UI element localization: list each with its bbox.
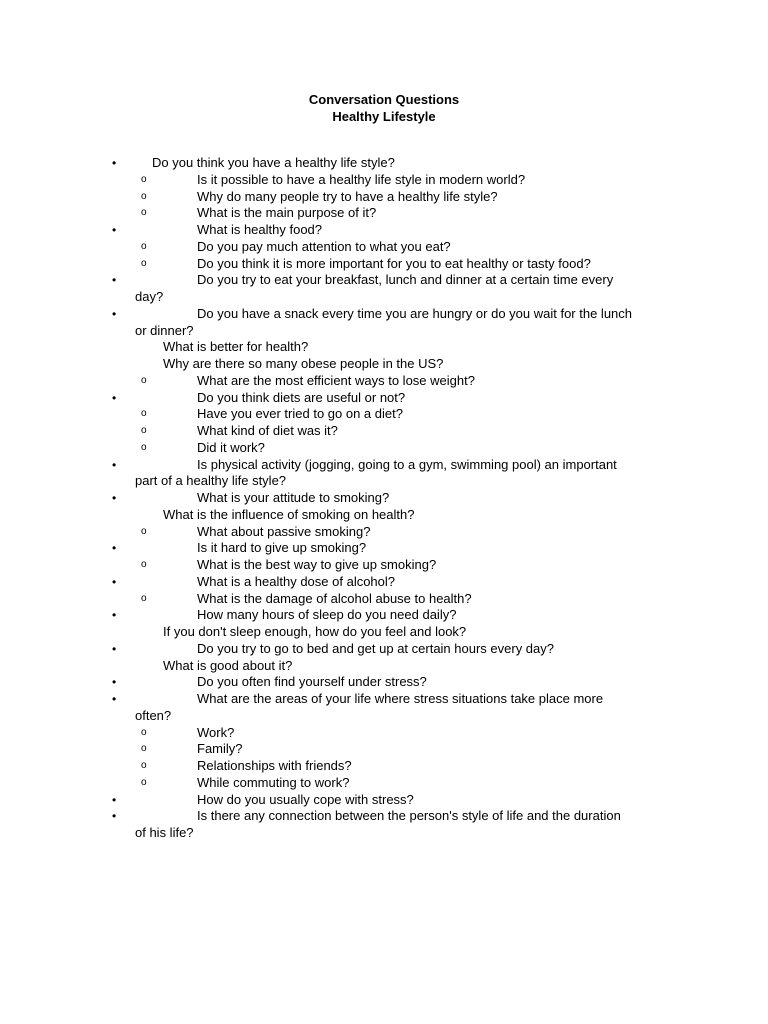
- bullet-icon: •: [112, 793, 117, 807]
- question-text: What is your attitude to smoking?: [197, 490, 390, 505]
- question-text: How many hours of sleep do you need daily?: [197, 607, 457, 622]
- sub-bullet-icon: o: [141, 777, 147, 788]
- question-text: Do you try to go to bed and get up at certain hours every day?: [197, 641, 554, 656]
- question-text: Do you often find yourself under stress?: [197, 674, 427, 689]
- question-text: If you don't sleep enough, how do you feel and look?: [163, 624, 467, 639]
- question-text: Is it hard to give up smoking?: [197, 540, 367, 555]
- question-text: Do you think diets are useful or not?: [197, 390, 406, 405]
- bullet-icon: •: [112, 608, 117, 622]
- question-text: Work?: [197, 725, 235, 740]
- bullet-icon: •: [112, 458, 117, 472]
- question-text: What about passive smoking?: [197, 524, 371, 539]
- sub-bullet-icon: o: [141, 442, 147, 453]
- question-text: Did it work?: [197, 440, 265, 455]
- question-text: Do you think it is more important for you to eat healthy or tasty food?: [197, 256, 591, 271]
- question-text: part of a healthy life style?: [135, 473, 287, 488]
- bullet-icon: •: [112, 692, 117, 706]
- sub-bullet-icon: o: [141, 191, 147, 202]
- bullet-icon: •: [112, 307, 117, 321]
- sub-bullet-icon: o: [141, 408, 147, 419]
- question-text: Why are there so many obese people in the US?: [163, 356, 444, 371]
- bullet-icon: •: [112, 223, 117, 237]
- question-text: Have you ever tried to go on a diet?: [197, 406, 403, 421]
- question-text: What is the main purpose of it?: [197, 205, 377, 220]
- question-text: Do you have a snack every time you are hungry or do you wait for the lunch: [197, 306, 633, 321]
- sub-bullet-icon: o: [141, 526, 147, 537]
- sub-bullet-icon: o: [141, 559, 147, 570]
- question-text: How do you usually cope with stress?: [197, 792, 414, 807]
- question-text: While commuting to work?: [197, 775, 350, 790]
- sub-bullet-icon: o: [141, 727, 147, 738]
- question-text: Family?: [197, 741, 243, 756]
- question-text: What is the influence of smoking on health?: [163, 507, 415, 522]
- question-text: What is a healthy dose of alcohol?: [197, 574, 396, 589]
- bullet-icon: •: [112, 273, 117, 287]
- sub-bullet-icon: o: [141, 174, 147, 185]
- sub-bullet-icon: o: [141, 593, 147, 604]
- sub-bullet-icon: o: [141, 375, 147, 386]
- sub-bullet-icon: o: [141, 241, 147, 252]
- question-text: day?: [135, 289, 164, 304]
- bullet-icon: •: [112, 575, 117, 589]
- question-text: Is it possible to have a healthy life style in modern world?: [197, 172, 526, 187]
- question-text: often?: [135, 708, 172, 723]
- question-text: What is healthy food?: [197, 222, 323, 237]
- question-text: of his life?: [135, 825, 194, 840]
- question-text: What is good about it?: [163, 658, 293, 673]
- question-text: Do you think you have a healthy life style?: [152, 155, 395, 170]
- question-text: Do you pay much attention to what you eat?: [197, 239, 451, 254]
- question-text: What are the areas of your life where stress situations take place more: [197, 691, 604, 706]
- document-title: Conversation Questions: [308, 92, 460, 107]
- question-text: Relationships with friends?: [197, 758, 352, 773]
- bullet-icon: •: [112, 491, 117, 505]
- question-text: Do you try to eat your breakfast, lunch and dinner at a certain time every: [197, 272, 614, 287]
- sub-bullet-icon: o: [141, 760, 147, 771]
- question-text: What is the damage of alcohol abuse to health?: [197, 591, 472, 606]
- question-text: What is better for health?: [163, 339, 309, 354]
- question-text: What kind of diet was it?: [197, 423, 338, 438]
- sub-bullet-icon: o: [141, 743, 147, 754]
- question-text: What is the best way to give up smoking?: [197, 557, 437, 572]
- bullet-icon: •: [112, 809, 117, 823]
- bullet-icon: •: [112, 675, 117, 689]
- document-subtitle: Healthy Lifestyle: [332, 109, 436, 124]
- bullet-icon: •: [112, 156, 117, 170]
- sub-bullet-icon: o: [141, 425, 147, 436]
- bullet-icon: •: [112, 642, 117, 656]
- question-text: or dinner?: [135, 323, 194, 338]
- sub-bullet-icon: o: [141, 207, 147, 218]
- bullet-icon: •: [112, 541, 117, 555]
- question-text: Why do many people try to have a healthy life style?: [197, 189, 498, 204]
- bullet-icon: •: [112, 391, 117, 405]
- question-text: What are the most efficient ways to lose weight?: [197, 373, 475, 388]
- sub-bullet-icon: o: [141, 258, 147, 269]
- question-text: Is physical activity (jogging, going to a gym, swimming pool) an important: [197, 457, 617, 472]
- question-text: Is there any connection between the person's style of life and the duration: [197, 808, 621, 823]
